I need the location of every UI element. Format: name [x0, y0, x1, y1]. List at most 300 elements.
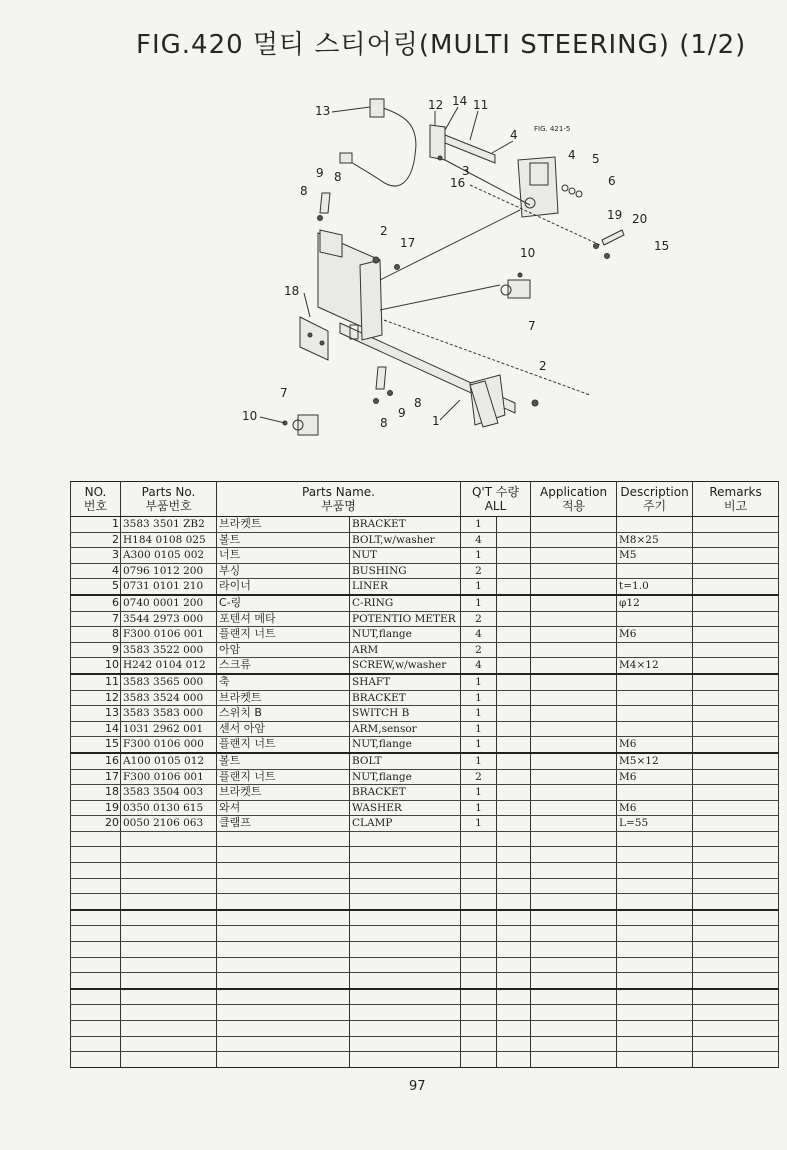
cell-part-number: A300 0105 002: [121, 548, 217, 564]
cell-quantity-extra: [497, 674, 531, 690]
cell-part-name-korean: 플랜지 너트: [217, 737, 350, 753]
callout-3: 3: [462, 164, 470, 178]
cell-part-number: [121, 989, 217, 1005]
arm-upper: [320, 193, 330, 213]
table-row: [71, 800, 779, 816]
cell-application: [531, 1052, 617, 1068]
cell-part-name-english: NUT: [350, 548, 461, 564]
cell-application: [531, 989, 617, 1005]
cell-part-number: 3583 3504 003: [121, 785, 217, 801]
cell-quantity-extra: [497, 894, 531, 910]
cell-part-name-english: [350, 1021, 461, 1037]
cell-part-number: 3583 3583 000: [121, 706, 217, 722]
cell-part-name-korean: 너트: [217, 548, 350, 564]
callout-16: 16: [450, 176, 466, 190]
cell-part-name-english: BUSHING: [350, 563, 461, 579]
plate-hole: [308, 333, 312, 337]
cell-part-name-english: ARM,sensor: [350, 721, 461, 737]
callout-8: 8: [414, 396, 422, 410]
cell-part-name-korean: 볼트: [217, 532, 350, 548]
cell-no: 10: [71, 658, 121, 674]
cell-part-name-english: ARM: [350, 642, 461, 658]
cell-part-name-english: [350, 942, 461, 958]
cell-remarks: [693, 642, 779, 658]
potentiometer-lower: [298, 415, 318, 435]
table-row: [71, 706, 779, 722]
plate-hole: [320, 341, 324, 345]
cell-application: [531, 1005, 617, 1021]
cell-quantity: [461, 926, 497, 942]
cell-description: M5: [617, 548, 693, 564]
cell-quantity-extra: [497, 627, 531, 643]
cell-application: [531, 878, 617, 894]
cell-quantity-extra: [497, 863, 531, 879]
cell-quantity: [461, 957, 497, 973]
cell-remarks: [693, 1021, 779, 1037]
cell-application: [531, 642, 617, 658]
cell-description: [617, 563, 693, 579]
cell-application: [531, 973, 617, 989]
cell-remarks: [693, 942, 779, 958]
empty-table-row: [71, 878, 779, 894]
cell-quantity: 1: [461, 800, 497, 816]
cell-part-number: [121, 973, 217, 989]
cell-description: [617, 674, 693, 690]
cell-part-number: [121, 1052, 217, 1068]
cell-part-name-korean: 축: [217, 674, 350, 690]
cell-part-number: 0740 0001 200: [121, 595, 217, 611]
cell-part-name-english: [350, 847, 461, 863]
nut-8-b: [374, 399, 379, 404]
cell-no: [71, 894, 121, 910]
cell-remarks: [693, 706, 779, 722]
cell-description: [617, 831, 693, 847]
cell-description: [617, 957, 693, 973]
table-row: [71, 737, 779, 753]
table-row: [71, 690, 779, 706]
bolt-2-upper: [373, 257, 379, 263]
cell-quantity-extra: [497, 989, 531, 1005]
cell-no: 17: [71, 769, 121, 785]
callout-2: 2: [539, 359, 547, 373]
cell-part-name-english: [350, 1052, 461, 1068]
empty-table-row: [71, 894, 779, 910]
header-quantity: Q'T 수량 ALL: [461, 482, 531, 517]
exploded-parts-diagram: [230, 85, 690, 465]
callout-18: 18: [284, 284, 300, 298]
cell-no: 9: [71, 642, 121, 658]
cell-remarks: [693, 563, 779, 579]
cell-quantity: 1: [461, 753, 497, 769]
cell-description: L=55: [617, 816, 693, 832]
cell-application: [531, 563, 617, 579]
cell-quantity-extra: [497, 942, 531, 958]
cell-part-number: 3544 2973 000: [121, 611, 217, 627]
table-row: [71, 595, 779, 611]
cell-quantity-extra: [497, 910, 531, 926]
table-row: [71, 579, 779, 595]
cell-remarks: [693, 548, 779, 564]
callout-7: 7: [280, 386, 288, 400]
cell-description: M6: [617, 737, 693, 753]
table-row: [71, 658, 779, 674]
cell-part-name-english: BOLT: [350, 753, 461, 769]
empty-table-row: [71, 847, 779, 863]
table-row: [71, 563, 779, 579]
cell-description: [617, 642, 693, 658]
cell-no: [71, 847, 121, 863]
cell-remarks: [693, 1036, 779, 1052]
callout-leader: [440, 400, 460, 420]
cell-part-name-korean: 클램프: [217, 816, 350, 832]
cell-quantity: 1: [461, 816, 497, 832]
cell-quantity: 1: [461, 706, 497, 722]
cell-description: [617, 517, 693, 533]
cell-no: 20: [71, 816, 121, 832]
cell-quantity-extra: [497, 1021, 531, 1037]
cell-description: [617, 989, 693, 1005]
cell-description: [617, 878, 693, 894]
empty-table-row: [71, 863, 779, 879]
cell-quantity: 1: [461, 721, 497, 737]
cell-quantity: 4: [461, 658, 497, 674]
cell-description: [617, 926, 693, 942]
table-row: [71, 816, 779, 832]
cell-quantity: 2: [461, 769, 497, 785]
table-row: [71, 517, 779, 533]
cell-part-name-english: CLAMP: [350, 816, 461, 832]
cell-part-number: F300 0106 000: [121, 737, 217, 753]
fig-reference-label: FIG. 421-5: [534, 125, 571, 133]
cell-part-number: 0731 0101 210: [121, 579, 217, 595]
cell-part-name-korean: [217, 847, 350, 863]
cell-no: [71, 831, 121, 847]
cell-part-name-english: [350, 831, 461, 847]
cell-quantity-extra: [497, 816, 531, 832]
cell-quantity-extra: [497, 517, 531, 533]
cell-part-number: 0350 0130 615: [121, 800, 217, 816]
cell-quantity-extra: [497, 753, 531, 769]
table-row: [71, 769, 779, 785]
cell-part-name-english: [350, 1036, 461, 1052]
cell-part-name-korean: [217, 1052, 350, 1068]
callout-14: 14: [452, 94, 468, 108]
cell-quantity-extra: [497, 769, 531, 785]
header-application: Application 적용: [531, 482, 617, 517]
cell-part-number: [121, 957, 217, 973]
cell-quantity-extra: [497, 957, 531, 973]
cell-part-number: F300 0106 001: [121, 769, 217, 785]
cell-no: 7: [71, 611, 121, 627]
cell-no: 19: [71, 800, 121, 816]
nut-8-c: [388, 391, 393, 396]
callout-11: 11: [473, 98, 489, 112]
cell-part-name-korean: [217, 942, 350, 958]
empty-table-row: [71, 1052, 779, 1068]
cell-no: 2: [71, 532, 121, 548]
cell-part-name-english: [350, 926, 461, 942]
cell-no: 5: [71, 579, 121, 595]
cell-application: [531, 957, 617, 973]
cell-part-name-english: SHAFT: [350, 674, 461, 690]
cell-application: [531, 706, 617, 722]
cell-quantity: 1: [461, 785, 497, 801]
cell-application: [531, 517, 617, 533]
cell-part-name-korean: C-링: [217, 595, 350, 611]
callout-4: 4: [568, 148, 576, 162]
cell-quantity-extra: [497, 926, 531, 942]
cell-quantity: [461, 989, 497, 1005]
cell-part-number: A100 0105 012: [121, 753, 217, 769]
table-row: [71, 611, 779, 627]
cell-no: 12: [71, 690, 121, 706]
cell-remarks: [693, 627, 779, 643]
cell-remarks: [693, 926, 779, 942]
cell-part-name-korean: 부싱: [217, 563, 350, 579]
switch-block: [530, 163, 548, 185]
cell-part-number: [121, 847, 217, 863]
callout-leader: [470, 111, 478, 140]
cell-part-name-english: NUT,flange: [350, 737, 461, 753]
cell-remarks: [693, 1005, 779, 1021]
cell-part-name-korean: 플랜지 너트: [217, 627, 350, 643]
cell-no: 3: [71, 548, 121, 564]
cell-part-name-english: [350, 957, 461, 973]
cell-part-name-korean: 라이너: [217, 579, 350, 595]
cell-no: 4: [71, 563, 121, 579]
cell-no: [71, 957, 121, 973]
cell-part-number: [121, 1036, 217, 1052]
empty-table-row: [71, 1005, 779, 1021]
cell-application: [531, 548, 617, 564]
cell-part-name-korean: [217, 957, 350, 973]
cell-part-number: H184 0108 025: [121, 532, 217, 548]
callout-8: 8: [380, 416, 388, 430]
cell-part-name-english: NUT,flange: [350, 627, 461, 643]
callout-8: 8: [300, 184, 308, 198]
cell-application: [531, 785, 617, 801]
cell-part-name-korean: [217, 1036, 350, 1052]
cell-no: 1: [71, 517, 121, 533]
cell-part-number: [121, 831, 217, 847]
cell-remarks: [693, 989, 779, 1005]
cell-application: [531, 926, 617, 942]
cell-remarks: [693, 769, 779, 785]
cell-quantity-extra: [497, 721, 531, 737]
cell-quantity-extra: [497, 737, 531, 753]
callout-leader: [304, 293, 310, 317]
cell-quantity: 1: [461, 690, 497, 706]
cell-description: M6: [617, 627, 693, 643]
cell-remarks: [693, 611, 779, 627]
callout-leader: [332, 107, 370, 112]
cell-application: [531, 658, 617, 674]
cell-description: M5×12: [617, 753, 693, 769]
cell-part-number: [121, 863, 217, 879]
cell-no: [71, 910, 121, 926]
empty-table-row: [71, 942, 779, 958]
cell-quantity: [461, 1005, 497, 1021]
cell-description: [617, 942, 693, 958]
cell-part-name-english: [350, 894, 461, 910]
cell-quantity-extra: [497, 595, 531, 611]
header-no: NO. 번호: [71, 482, 121, 517]
cell-application: [531, 910, 617, 926]
cell-quantity-extra: [497, 611, 531, 627]
cell-no: [71, 942, 121, 958]
cell-part-name-korean: [217, 863, 350, 879]
upper-left-bracket: [320, 230, 342, 257]
cell-quantity-extra: [497, 1005, 531, 1021]
table-row: [71, 642, 779, 658]
callout-leader: [492, 141, 513, 153]
cell-quantity-extra: [497, 548, 531, 564]
cell-part-name-korean: 포텐셔 메타: [217, 611, 350, 627]
switch-13: [370, 99, 384, 117]
cell-quantity: [461, 942, 497, 958]
callout-5: 5: [592, 152, 600, 166]
callout-10: 10: [520, 246, 536, 260]
cell-part-name-korean: 스크류: [217, 658, 350, 674]
cell-description: [617, 973, 693, 989]
cell-no: 6: [71, 595, 121, 611]
cell-description: M4×12: [617, 658, 693, 674]
cell-no: [71, 926, 121, 942]
cell-quantity: [461, 878, 497, 894]
cell-quantity: 1: [461, 737, 497, 753]
table-row: [71, 753, 779, 769]
washer-19: [594, 244, 599, 249]
cell-quantity-extra: [497, 878, 531, 894]
cell-part-name-english: BRACKET: [350, 690, 461, 706]
cell-remarks: [693, 721, 779, 737]
cell-part-name-korean: 브라켓트: [217, 785, 350, 801]
cell-part-name-korean: 볼트: [217, 753, 350, 769]
cell-part-number: 0050 2106 063: [121, 816, 217, 832]
cell-description: M6: [617, 800, 693, 816]
callout-leader: [260, 417, 285, 423]
header-description: Description 주기: [617, 482, 693, 517]
cell-application: [531, 942, 617, 958]
cell-part-name-english: SWITCH B: [350, 706, 461, 722]
cell-no: 11: [71, 674, 121, 690]
cell-application: [531, 769, 617, 785]
cell-part-number: 1031 2962 001: [121, 721, 217, 737]
cell-part-name-english: BRACKET: [350, 785, 461, 801]
cell-application: [531, 863, 617, 879]
cell-part-name-korean: [217, 878, 350, 894]
cell-part-number: 3583 3501 ZB2: [121, 517, 217, 533]
cell-quantity-extra: [497, 690, 531, 706]
callout-17: 17: [400, 236, 416, 250]
table-row: [71, 548, 779, 564]
cell-quantity-extra: [497, 973, 531, 989]
cell-description: M6: [617, 769, 693, 785]
cell-application: [531, 690, 617, 706]
cell-application: [531, 847, 617, 863]
cell-application: [531, 721, 617, 737]
cell-remarks: [693, 910, 779, 926]
nut-8-a: [318, 216, 323, 221]
cell-remarks: [693, 800, 779, 816]
cell-quantity: 1: [461, 674, 497, 690]
cell-quantity: 1: [461, 548, 497, 564]
cell-quantity: 1: [461, 579, 497, 595]
cell-part-name-korean: 플랜지 너트: [217, 769, 350, 785]
cell-application: [531, 1036, 617, 1052]
table-row: [71, 785, 779, 801]
cell-part-name-korean: 와셔: [217, 800, 350, 816]
cell-application: [531, 579, 617, 595]
cell-application: [531, 737, 617, 753]
cell-description: [617, 863, 693, 879]
cell-quantity: [461, 894, 497, 910]
cell-part-name-english: C-RING: [350, 595, 461, 611]
main-bracket-side: [360, 260, 382, 340]
cell-application: [531, 753, 617, 769]
lower-left-plate: [300, 317, 328, 360]
page-title: FIG.420 멀티 스티어링(MULTI STEERING) (1/2): [136, 30, 747, 60]
cell-part-name-english: [350, 989, 461, 1005]
clamp-20: [602, 230, 624, 245]
cell-quantity: 4: [461, 627, 497, 643]
cell-application: [531, 611, 617, 627]
cell-remarks: [693, 973, 779, 989]
cell-part-number: 0796 1012 200: [121, 563, 217, 579]
cell-description: [617, 721, 693, 737]
cell-remarks: [693, 957, 779, 973]
cell-remarks: [693, 831, 779, 847]
cell-quantity: 2: [461, 563, 497, 579]
cell-no: 18: [71, 785, 121, 801]
cell-remarks: [693, 737, 779, 753]
cell-remarks: [693, 517, 779, 533]
leader-line: [380, 285, 500, 310]
cell-no: [71, 973, 121, 989]
cell-part-name-english: [350, 878, 461, 894]
cell-no: [71, 878, 121, 894]
nut-15: [605, 254, 610, 259]
cell-part-name-english: [350, 1005, 461, 1021]
cell-description: t=1.0: [617, 579, 693, 595]
cell-remarks: [693, 595, 779, 611]
cell-quantity-extra: [497, 706, 531, 722]
cell-part-name-korean: [217, 926, 350, 942]
cell-quantity: [461, 1036, 497, 1052]
empty-table-row: [71, 957, 779, 973]
cell-description: [617, 1005, 693, 1021]
cell-quantity-extra: [497, 831, 531, 847]
callout-20: 20: [632, 212, 648, 226]
cell-part-name-korean: [217, 910, 350, 926]
cell-quantity: [461, 831, 497, 847]
wire-harness: [348, 107, 416, 186]
cell-description: [617, 1052, 693, 1068]
cell-part-number: [121, 1005, 217, 1021]
cell-application: [531, 894, 617, 910]
cell-description: [617, 611, 693, 627]
cell-part-name-korean: [217, 1005, 350, 1021]
cell-remarks: [693, 1052, 779, 1068]
cell-part-name-korean: [217, 831, 350, 847]
connector: [340, 153, 352, 163]
cell-application: [531, 800, 617, 816]
cell-no: [71, 1005, 121, 1021]
cell-remarks: [693, 816, 779, 832]
cell-part-number: [121, 942, 217, 958]
cell-quantity: [461, 1052, 497, 1068]
cell-application: [531, 595, 617, 611]
